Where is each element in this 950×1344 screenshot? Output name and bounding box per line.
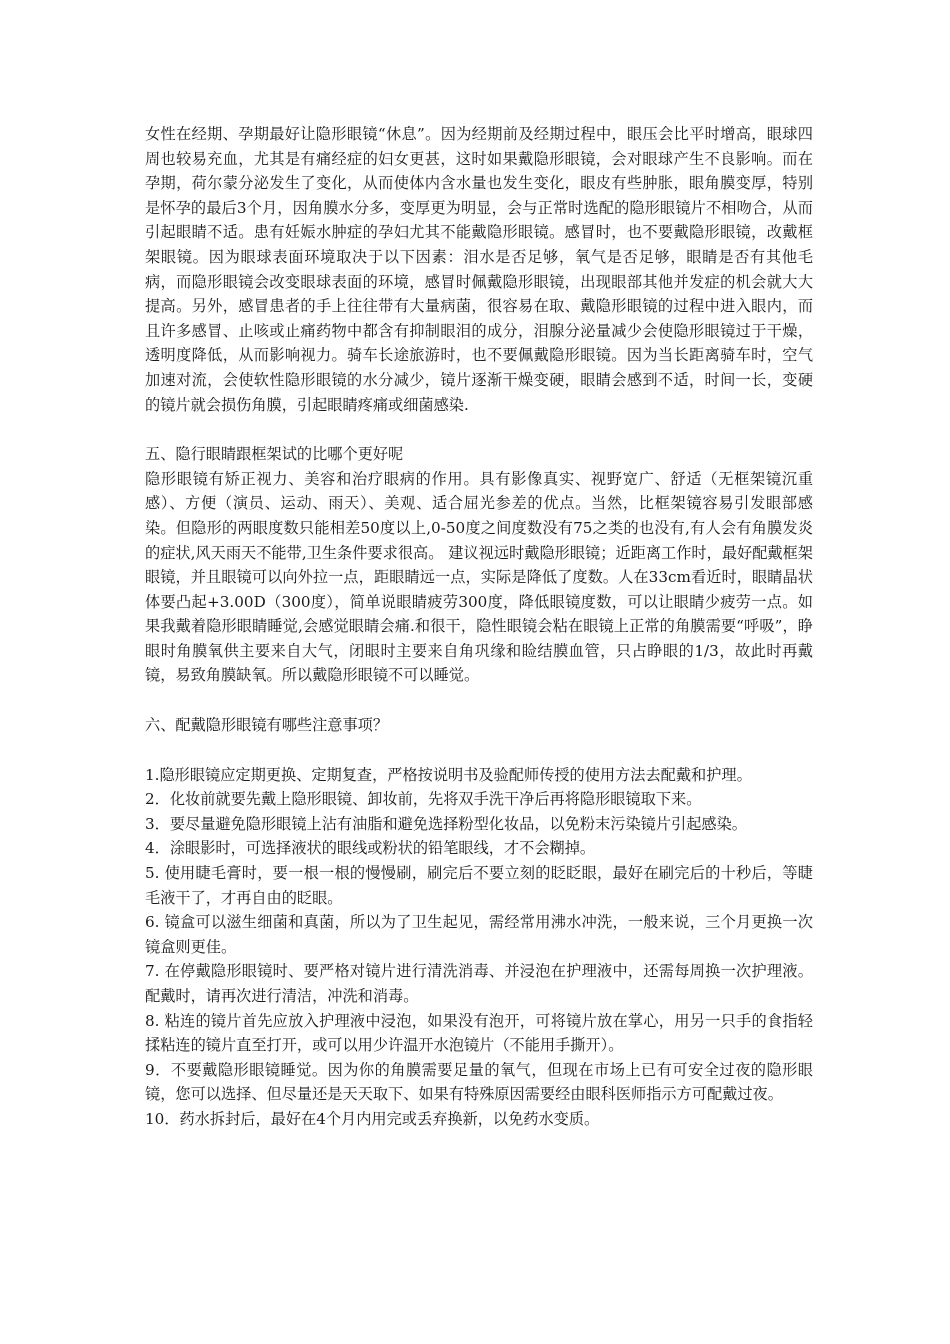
list-item: 4．涂眼影时，可选择液状的眼线或粉状的铅笔眼线，才不会糊掉。 — [145, 839, 596, 858]
list-item: 6. 镜盒可以滋生细菌和真菌，所以为了卫生起见，需经常用沸水冲洗，一般来说，三个月更换一次镜盒则更佳。 — [145, 913, 813, 956]
paragraph-1: 女性在经期、孕期最好让隐形眼镜“休息”。因为经期前及经期过程中，眼压会比平时增高，眼球四周也较易充血，尤其是有痛经症的妇女更甚，这时如果戴隐形眼镜，会对眼球产生不良影响。而在孕期，荷尔蒙分泌发生了变化，从而使体内含水量也发生变化，眼皮有些肿胀，眼角膜变厚，特别是怀孕的最后3个月，因角膜水分多，变厚更为明显，会与正常时选配的隐形眼镜片不相吻合，从而引起眼睛不适。患有妊娠水肿症的孕妇尤其不能戴隐形眼镜。感冒时，也不要戴隐形眼镜，改戴框架眼镜。因为眼球表面环境取决于以下因素：泪水是否足够，氧气是否足够，眼睛是否有其他毛病，而隐形眼镜会改变眼球表面的环境，感冒时佩戴隐形眼镜，出现眼部其他并发症的机会就大大提高。另外，感冒患者的手上往往带有大量病菌，很容易在取、戴隐形眼镜的过程中进入眼内，而且许多感冒、止咳或止痛药物中都含有抑制眼泪的成分，泪腺分泌量减少会使隐形眼镜过于干燥，透明度降低，从而影响视力。骑车长途旅游时，也不要佩戴隐形眼镜。因为当长距离骑车时，空气加速对流，会使软性隐形眼镜的水分减少，镜片逐渐干燥变硬，眼睛会感到不适，时间一长，变硬的镜片就会损伤角膜，引起眼睛疼痛或细菌感染. — [145, 125, 813, 414]
section-5-body: 隐形眼镜有矫正视力、美容和治疗眼病的作用。具有影像真实、视野宽广、舒适（无框架镜沉重感）、方便（演员、运动、雨天）、美观、适合屈光参差的优点。当然，比框架镜容易引发眼部感染。但隐形的两眼度数只能相差50度以上,0-50度之间度数没有75之类的也没有,有人会有角膜发炎的症状,风天雨天不能带,卫生条件要求很高。 建议视远时戴隐形眼镜；近距离工作时，最好配戴框架眼镜，并且眼镜可以向外拉一点，距眼睛远一点，实际是降低了度数。人在33cm看近时，眼睛晶状体要凸起+3.00D（300度），简单说眼睛疲劳300度，降低眼镜度数，可以让眼睛少疲劳一点。如果我戴着隐形眼睛睡觉,会感觉眼睛会痛.和很干，隐性眼镜会粘在眼镜上正常的角膜需要“呼吸”，睁眼时角膜氧供主要来自大气，闭眼时主要来自角巩缘和睑结膜血管，只占睁眼的1/3，故此时再戴镜，易致角膜缺氧。所以戴隐形眼镜不可以睡觉。 — [145, 469, 813, 685]
list-item: 3．要尽量避免隐形眼镜上沾有油脂和避免选择粉型化妆品，以免粉末污染镜片引起感染。 — [145, 814, 747, 833]
list-item: 10．药水拆封后，最好在4个月内用完或丢弃换新，以免药水变质。 — [145, 1109, 600, 1128]
spacer — [145, 688, 813, 713]
precautions-list — [145, 763, 813, 1132]
list-item: 1.隐形眼镜应定期更换、定期复查，严格按说明书及验配师传授的使用方法去配戴和护理。 — [145, 765, 752, 784]
list-item: 5. 使用睫毛膏时，要一根一根的慢慢刷，刷完后不要立刻的眨眨眼，最好在刷完后的十秒后，等睫毛液干了，才再自由的眨眼。 — [145, 864, 813, 907]
spacer — [145, 417, 813, 442]
list-item: 8. 粘连的镜片首先应放入护理液中浸泡，如果没有泡开，可将镜片放在掌心，用另一只手的食指轻揉粘连的镜片直至打开，或可以用少许温开水泡镜片（不能用手撕开）。 — [145, 1011, 813, 1055]
list-item: 2．化妆前就要先戴上隐形眼镜、卸妆前，先将双手洗干净后再将隐形眼镜取下来。 — [145, 790, 702, 809]
list-item: 9．不要戴隐形眼镜睡觉。因为你的角膜需要足量的氧气，但现在市场上已有可安全过夜的隐形眼镜，您可以选择、但尽量还是天天取下、如果有特殊原因需要经由眼科医师指示方可配戴过夜。 — [145, 1060, 813, 1104]
spacer — [145, 738, 813, 763]
section-5-title: 五、隐行眼睛跟框架试的比哪个更好呢 — [145, 445, 404, 464]
document-page — [145, 122, 813, 1132]
section-6-title: 六、配戴隐形眼镜有哪些注意事项？ — [145, 716, 388, 735]
list-item: 7. 在停戴隐形眼镜时、要严格对镜片进行清洗消毒、并浸泡在护理液中，还需每周换一次护理液。配戴时，请再次进行清洁，冲洗和消毒。 — [145, 962, 813, 1005]
